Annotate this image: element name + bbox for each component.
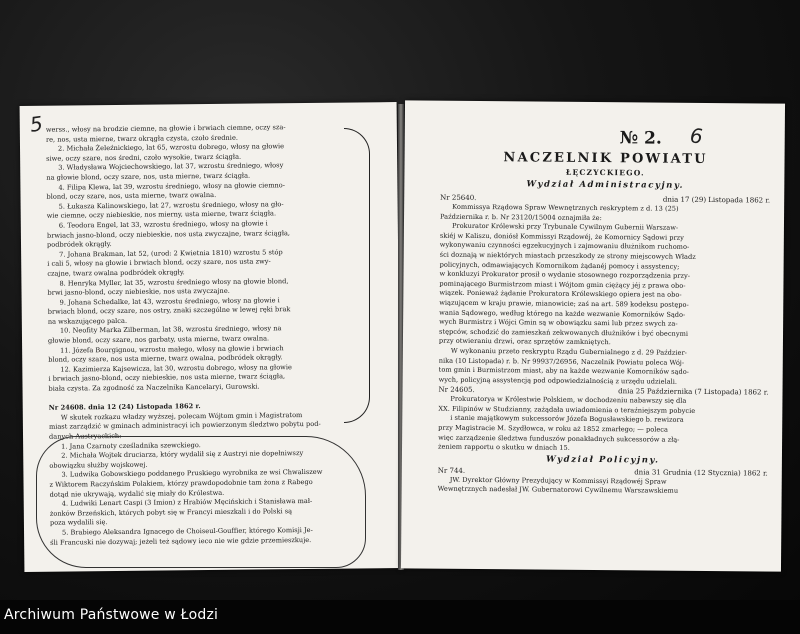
- text-line: więc zarządzenie śledztwa funduszów ponakładnych sukcessorów a złą-: [438, 433, 680, 444]
- text-line: i brwiach jasno-blond, oczy niebieskie, nos usta mierne, twarz ściągła,: [48, 372, 286, 384]
- text-line: W skutek rozkazu władzy wyższej, polecam Wójtom gmin i Magistratom: [60, 410, 303, 422]
- pencil-mark-left: 5: [28, 111, 45, 137]
- text-line: żeniem rapportu o skutku w dniach 15.: [437, 442, 570, 453]
- text-line: śli Francuski nie dozywaj; jeżeli też sądowy ieco nie wie gdzie przemieszkuje.: [50, 535, 312, 547]
- text-line: Nr 24608. dnia 12 (24) Listopada 1862 r.: [48, 402, 201, 412]
- entry-number: Nr 25640.: [440, 193, 477, 202]
- text-line: wych, policyjną assystencją pod odpowiedzialnością z urzędu udzielali.: [438, 375, 678, 386]
- text-line: Kommissya Rządowa Spraw Wewnętrznych reskryptem z d. 13 (25): [452, 202, 679, 213]
- text-line: danych Austryackich:: [48, 431, 122, 441]
- text-line: wykonywaniu czynności egzekucyjnych i zajmowaniu dłużnikom ruchomo-: [439, 241, 690, 252]
- text-line: siwe, oczy szare, nos średni, czoło wysokie, twarz ściągła.: [46, 152, 242, 163]
- text-line: skiéj w Kaliszu, doniósł Kommissyi Rządowéj, że Komornicy Sądowi przy: [439, 231, 684, 242]
- text-line: wiązującem w kraju prawie, mianowicie; zaś na art. 589 kodeksu postępo-: [439, 298, 689, 309]
- text-line: wiązek. Ponieważ żądanie Prokuratora Królewskiego opiera jest na obo-: [439, 289, 682, 300]
- department-heading: Wydział Administracyjny.: [526, 179, 685, 191]
- text-line: miast zarządzić w gminach administracyi ich powierzonym śledztwo pobytu pod-: [48, 420, 321, 432]
- text-line: wie ciemne, oczy niebieskie, nos mierny, usta mierne, twarz ściągła.: [46, 209, 277, 221]
- text-line: stępców, schodzić do zamieszkań zekwowanych dłużników i być obecnymi: [438, 327, 689, 338]
- text-line: W wykonaniu przeto reskryptu Rządu Gubernialnego z d. 29 Paździer-: [450, 346, 687, 357]
- text-line: i cali 5, włosy na głowie i brwiach blond, oczy szare, nos usta zwy-: [47, 257, 271, 269]
- text-line: w konkluzyi Prokurator prosił o wydanie stosownego rozporządzenia przy-: [439, 269, 691, 281]
- text-line: czajne, twarz owalna podbródek okrągły.: [47, 268, 185, 278]
- text-line: podbródek okrągły.: [46, 240, 112, 249]
- entry-date: dnia 31 Grudnia (12 Stycznia) 1862 r.: [634, 468, 768, 478]
- entry-number: Nr 744.: [437, 466, 466, 475]
- text-line: i stanie majątkowym sukcessorów Józefa Bogusławskiego b. rewizora: [450, 414, 684, 425]
- text-line: dotąd nie ukrywają, wydalić się miały do Królestwa.: [49, 488, 225, 499]
- entry-number: Nr 24605.: [438, 385, 475, 395]
- text-line: z Wiktorem Raczyńskim Polakiem, którzy prawdopodobnie tam żona z Rabego: [49, 477, 313, 489]
- text-line: brwi jasno-blond, oczy niebieskie, nos usta zwyczajne.: [47, 286, 230, 297]
- text-line: 1. Jana Czarnoty cześladnika szewckiego.: [61, 440, 201, 451]
- police-section-heading: Wydział Policyjny.: [546, 454, 660, 466]
- text-line: przy otwieraniu drzwi, oraz sprzętów zamkniętych.: [438, 336, 611, 347]
- right-page: [401, 100, 785, 571]
- text-line: pominającego Burmistrzom miast i Wójtom gmin ciężący jéj z prawa obo-: [439, 279, 686, 290]
- text-line: 3. Ludwika Gobowskiego poddanego Pruskiego wyrobnika ze wsi Chwaliszew: [61, 468, 323, 479]
- text-line: obowiązku służby wojskowej.: [49, 460, 148, 470]
- issue-number: № 2.: [619, 128, 662, 149]
- text-line: na wskazującego palca.: [47, 316, 128, 326]
- text-line: blond, oczy szare, nos, usta mierne, twarz owalna.: [46, 191, 217, 201]
- text-line: policyjnych, odmawiających Komornikom żądanéj pomocy i assystency;: [439, 260, 680, 271]
- text-line: nika (10 Listopada) r. b. Nr 99937/26956, Naczelnik Powiatu poleca Wój-: [438, 356, 685, 367]
- text-line: blond, oczy szare, nos usta mierne, twarz owalna, podbródek okrągły.: [48, 353, 283, 364]
- page-subtitle: ŁĘCZYCKIEGO.: [565, 167, 645, 178]
- page-title: NACZELNIK POWIATU: [503, 150, 708, 167]
- pencil-bracket-mark: [344, 128, 370, 423]
- text-line: 8. Henryka Myller, lat 35, wzrostu średniego włosy na głowie blond,: [59, 276, 289, 288]
- text-line: re, nos, usta mierne, twarz okrągła czysta, czoło średnie.: [45, 133, 238, 144]
- text-line: brwiach jasno-blond, oczy niebieskie, nos usta zwyczajne, twarz ściągła,: [46, 228, 291, 240]
- text-line: 2. Michała Wojtek druciarza, który wydalił się z Austryi nie dopełniwszy: [61, 449, 304, 460]
- text-line: 11. Józefa Bourgignou, wzrostu małego, włosy na głowie i brwiach: [60, 343, 284, 355]
- text-line: 3. Władysława Wojciechowskiego, lat 37, wzrostu średniego, włosy: [58, 161, 284, 172]
- text-line: wania Sądowego, według którego na każde wezwanie Komorników Sądo-: [439, 308, 686, 319]
- last-entry-body: [438, 475, 768, 497]
- archive-label: Archiwum Państwowe w Łodzi: [4, 607, 219, 623]
- text-line: żonków Brzeńskich, których pobyt się w Francyi mieszkali i do Polski są: [49, 506, 293, 518]
- text-line: Prokuratorya w Królestwie Polskiem, w dochodzeniu nabawszy się dla: [450, 395, 687, 406]
- text-line: głowie blond, oczy szare, nos garbaty, usta mierne, twarz owalna.: [47, 334, 270, 345]
- text-line: poza wydalili się.: [49, 518, 108, 528]
- entries-container: [438, 193, 770, 456]
- text-line: na głowie blond, oczy szare, nos, usta mierne, twarz ściągła.: [46, 171, 251, 182]
- pencil-mark-right: 6: [689, 123, 704, 149]
- text-line: brwiach blond, oczy szare, nos ostry, znaki szczególne w lewej ręki brak: [47, 305, 291, 316]
- text-line: wych Burmistrz i Wójci Gmin są w obowiązku sami lub przez swych za-: [439, 317, 678, 328]
- text-line: Października r. b. Nr 23120/15004 oznajmiła że:: [440, 212, 602, 222]
- text-line: Wewnętrznych nadesłał JW. Gubernatorowi Cywilnemu Warszawskiemu: [437, 485, 679, 496]
- entry-date: dnia 25 Października (7 Listopada) 1862 r.: [618, 387, 769, 397]
- text-line: biała czysta. Za zgodność za Naczelnika Kancelaryi, Gurowski.: [48, 382, 260, 393]
- text-line: 9. Johana Schedalke, lat 43, wzrostu średniego, włosy na głowie i: [59, 295, 280, 307]
- text-line: 6. Teodora Engel, lat 33, wzrostu średniego, włosy na głowie i: [58, 219, 268, 230]
- text-line: XX. Filipinów w Studzianny, zażądała uwiadomienia o teraźniejszym pobycie: [438, 404, 696, 415]
- text-line: tom gmin i Burmistrzom miast, aby na każde wezwanie Komorników sądo-: [438, 365, 689, 376]
- text-line: Prokurator Królewski przy Trybunale Cywilnym Gubernii Warszaw-: [451, 221, 679, 232]
- text-line: 10. Neofity Marka Zilberman, lat 38, wzrostu średniego, włosy na: [59, 324, 282, 336]
- text-line: ści doznają w niektórych miastach przeszkody ze strony miejscowych Władz: [439, 250, 696, 261]
- text-line: 4. Filipa Klewa, lat 39, wzrostu średniego, włosy na głowie ciemno-: [58, 180, 286, 192]
- text-line: 2. Michała Żeleźnickiego, lat 65, wzrostu dobrego, włosy na głowie: [57, 142, 285, 153]
- text-line: JW. Dyrektor Główny Prezydujący w Kommissyi Rządowéj Spraw: [449, 475, 667, 486]
- text-line: 5. Łukasza Kalinowskiego, lat 27, wzrostu średniego, włosy na gło-: [58, 199, 284, 211]
- text-line: 5. Brabiego Aleksandra Ignacego de Choiseul-Gouffier, którego Komisji Je-: [61, 525, 313, 537]
- text-line: 12. Kazimierza Kajsewicza, lat 30, wzrostu dobrego, włosy na głowie: [60, 362, 292, 374]
- entry-date: dnia 17 (29) Listopada 1862 r.: [662, 195, 771, 205]
- text-line: przy Magistracie M. Szydłowca, w roku aż 1852 zmarłego; — poleca: [438, 423, 669, 434]
- text-line: werss., włosy na brodzie ciemne, na głowie i brwiach ciemne, oczy sza-: [45, 123, 286, 134]
- text-line: 4. Ludwiki Lenart Caspi (3 Imion) z Hrabiów Męcińskich i Stanisława mał-: [61, 497, 313, 508]
- text-line: 7. Johana Brakman, lat 52, (urod: 2 Kwietnia 1810) wzrostu 5 stóp: [59, 247, 283, 259]
